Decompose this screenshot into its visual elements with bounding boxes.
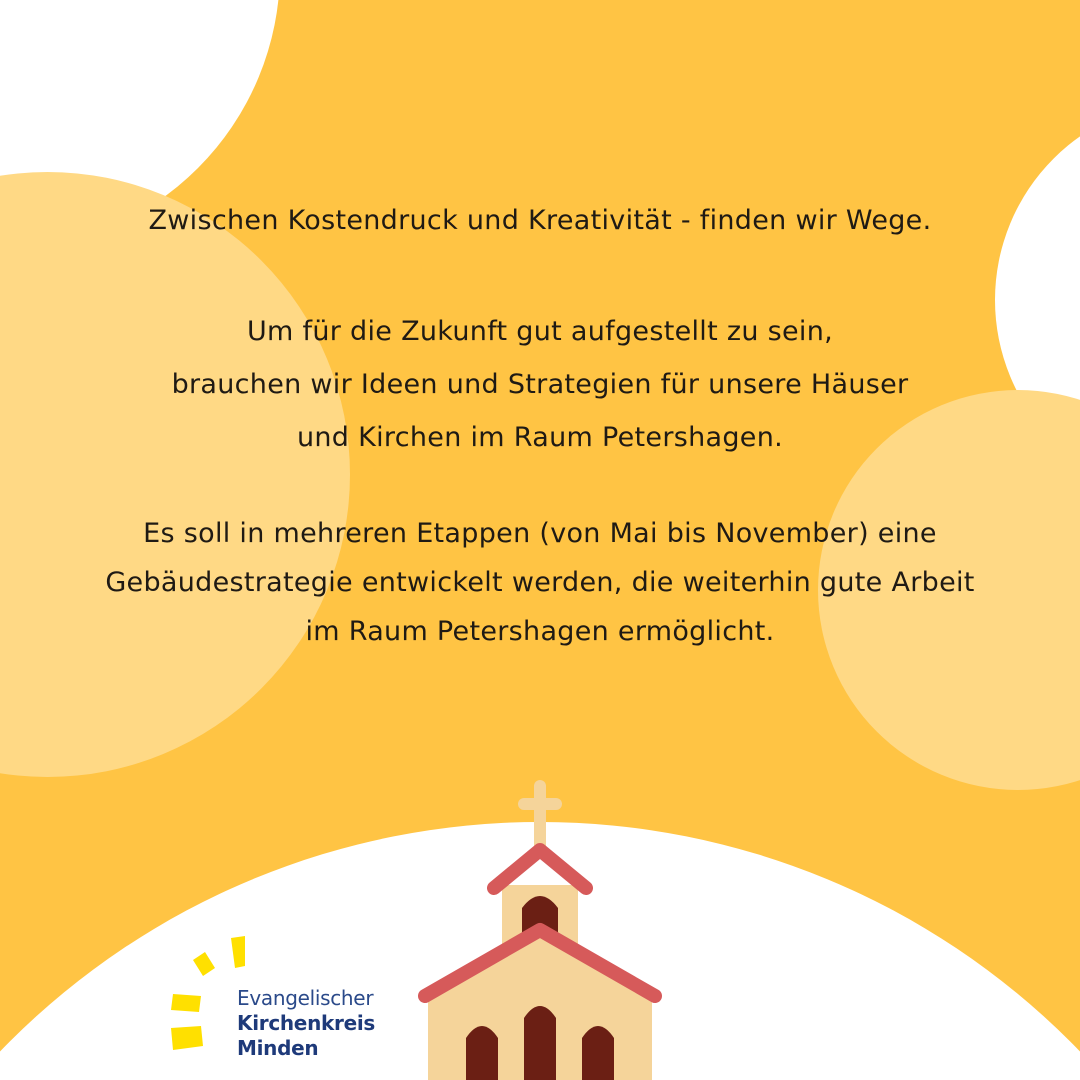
logo-line-kirchenkreis: Kirchenkreis: [237, 1011, 376, 1035]
paragraph-intro: [30, 201, 1050, 241]
text-line: im Raum Petershagen ermöglicht.: [305, 616, 775, 647]
text-line: brauchen wir Ideen und Strategien für unsere Häuser: [171, 369, 909, 400]
logo-line-minden: Minden: [237, 1036, 319, 1060]
text-line: Es soll in mehreren Etappen (von Mai bis November) eine: [143, 518, 937, 549]
logo-text: [237, 986, 375, 1061]
logo-line-evangelischer: Evangelischer: [237, 986, 374, 1010]
sunburst-logo-icon: [165, 930, 245, 1060]
kirchenkreis-logo: [165, 930, 405, 1060]
text-line: Zwischen Kostendruck und Kreativität - finden wir Wege.: [148, 205, 932, 236]
paragraph-strategy: [30, 509, 1050, 656]
text-line: Gebäudestrategie entwickelt werden, die weiterhin gute Arbeit: [105, 567, 975, 598]
background-circle-left-pale: [0, 172, 350, 777]
text-line: und Kirchen im Raum Petershagen.: [296, 422, 783, 453]
paragraph-future: [30, 305, 1050, 464]
text-line: Um für die Zukunft gut aufgestellt zu sein,: [246, 316, 834, 347]
church-icon: [410, 780, 670, 1080]
